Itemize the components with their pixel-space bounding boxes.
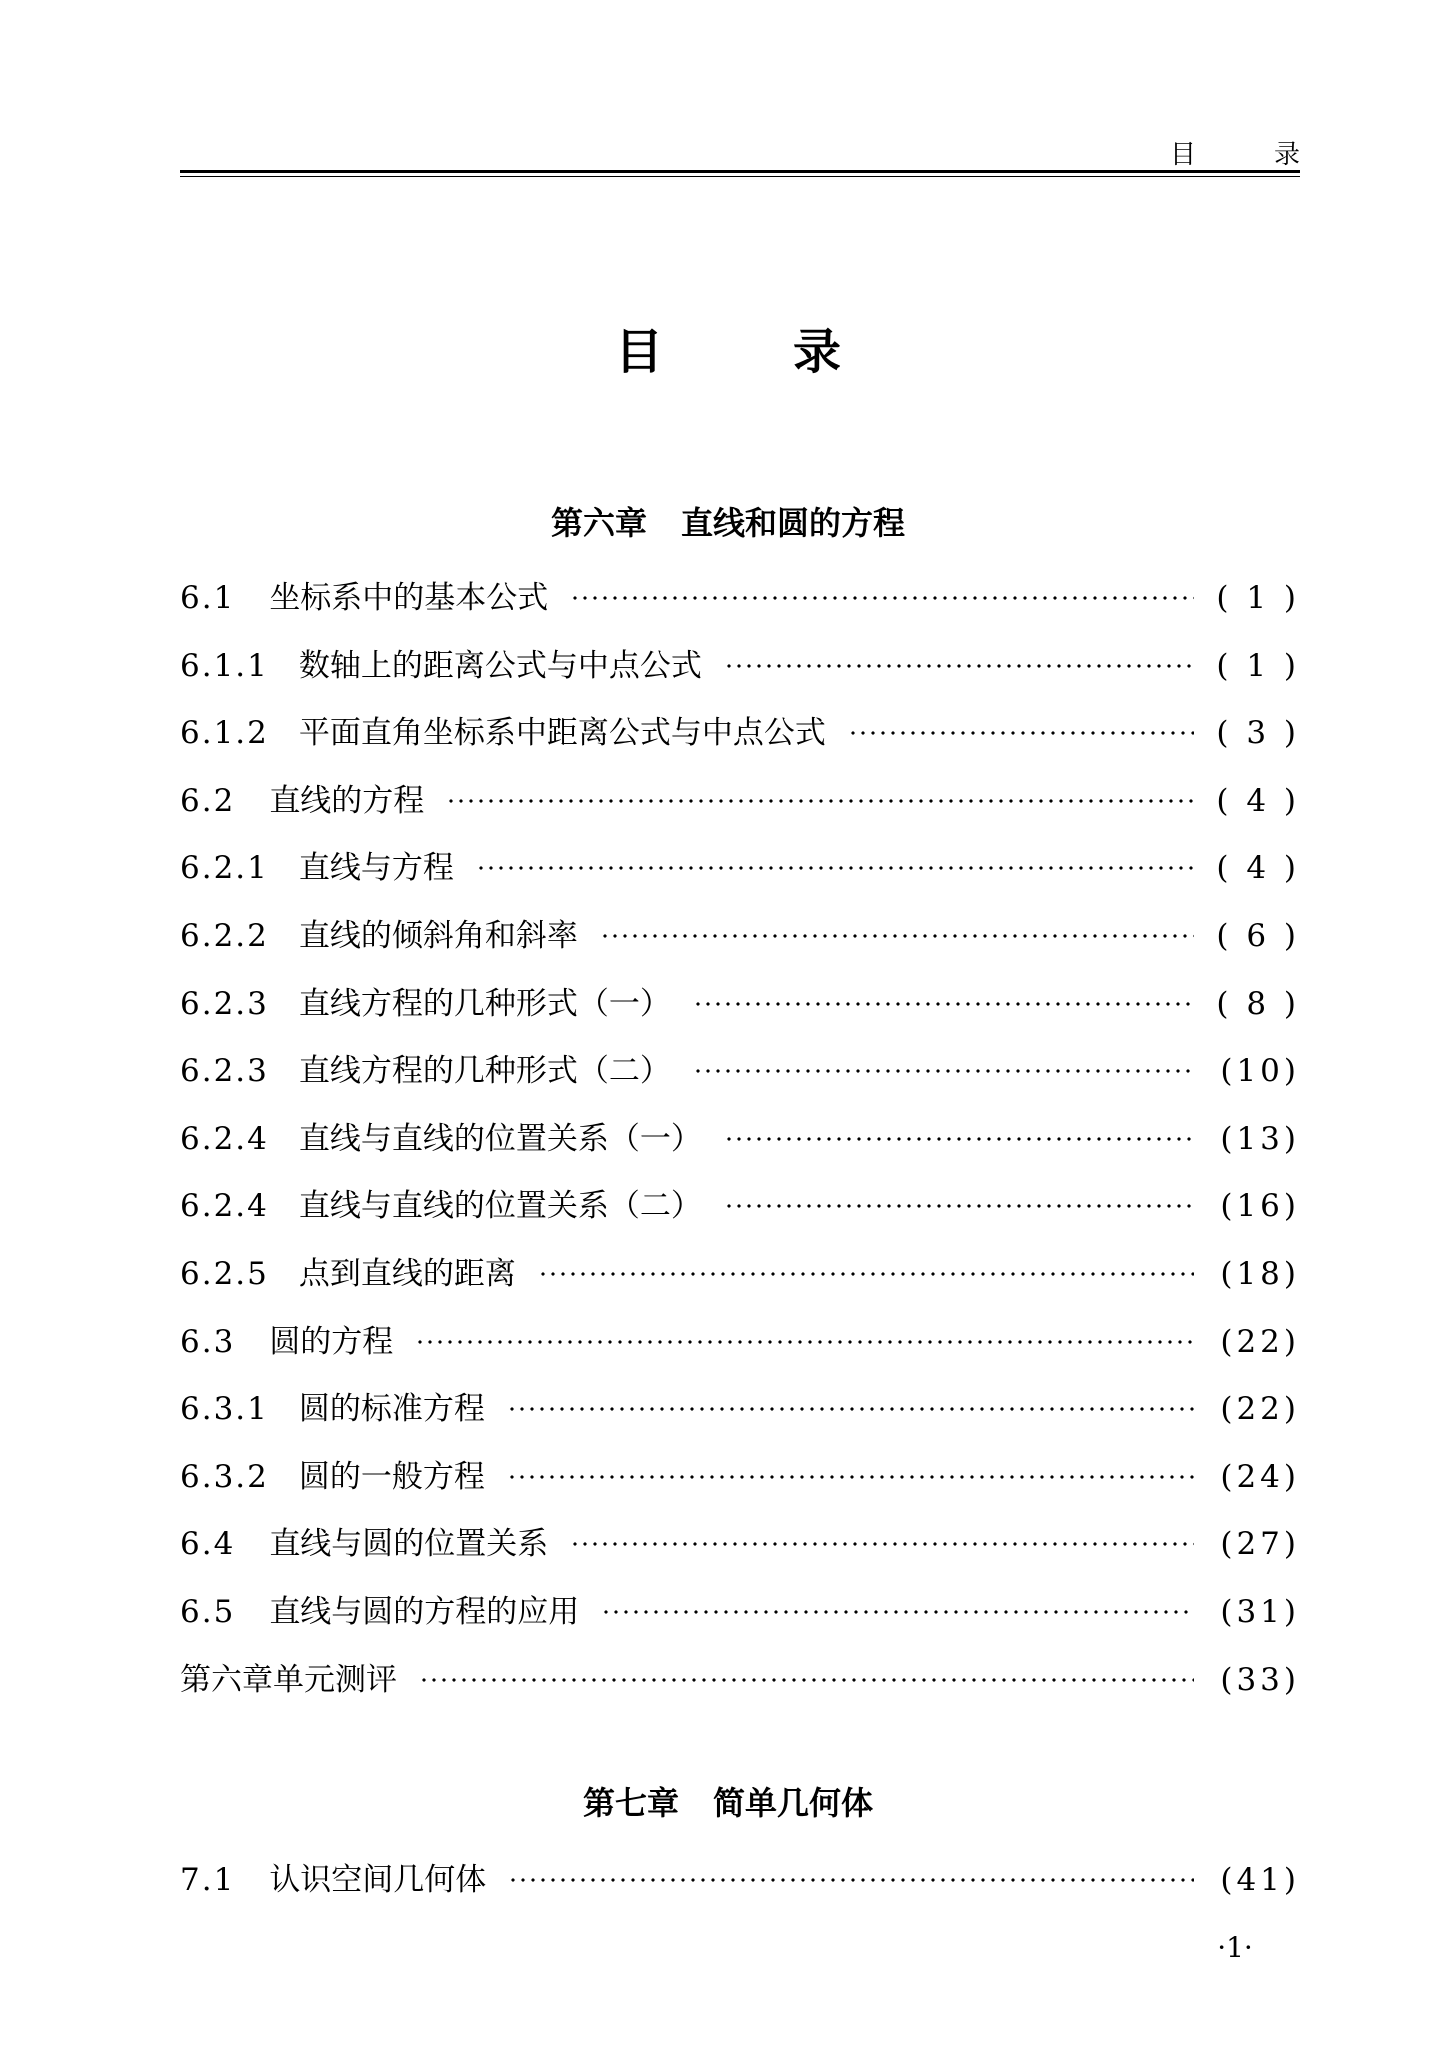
toc-entry-number: 6.1	[180, 580, 236, 616]
toc-entry-number: 6.2.2	[180, 918, 269, 954]
dot-leader	[724, 663, 1194, 669]
toc-entry-number: 6.3.1	[180, 1391, 269, 1428]
header-rule-thin	[180, 176, 1300, 177]
toc-entry-page: ( 1 )	[1216, 580, 1300, 616]
page-title	[0, 322, 1456, 382]
page-title-char-1: 目	[614, 324, 663, 380]
toc-entry-number: 6.2.5	[180, 1256, 269, 1292]
toc-entry-title: 第六章单元测评	[180, 1661, 397, 1698]
toc-entry[interactable]	[180, 1522, 1300, 1566]
toc-entry[interactable]	[180, 982, 1300, 1026]
running-head	[1170, 140, 1300, 170]
running-head-right: 录	[1273, 140, 1300, 170]
toc-entry[interactable]	[180, 644, 1300, 688]
dot-leader	[570, 595, 1194, 601]
dot-leader	[724, 1203, 1194, 1209]
toc-entry-number: 6.5	[180, 1594, 236, 1630]
toc-entry[interactable]	[180, 914, 1300, 958]
toc-entry[interactable]	[180, 1387, 1300, 1431]
header-rule-thick	[180, 170, 1300, 173]
dot-leader	[724, 1136, 1194, 1142]
toc-entry-page: ( 3 )	[1216, 715, 1300, 752]
page-number: ·1·	[1217, 1931, 1253, 1964]
toc-entry[interactable]	[180, 1184, 1300, 1228]
toc-entry-title: 圆的方程	[269, 1323, 394, 1360]
dot-leader	[601, 1609, 1194, 1615]
toc-entry-number: 6.1.1	[180, 647, 269, 684]
dot-leader	[507, 1474, 1194, 1480]
toc-entry-page: (22)	[1220, 1323, 1300, 1360]
dot-leader	[507, 1406, 1194, 1412]
dot-leader	[570, 1541, 1194, 1547]
toc-entry[interactable]	[180, 576, 1300, 620]
toc-entry-title: 直线与圆的方程的应用	[269, 1594, 580, 1630]
toc-entry-number: 6.3	[180, 1323, 236, 1360]
dot-leader	[508, 1877, 1194, 1883]
chapter-name: 直线和圆的方程	[681, 504, 906, 542]
toc-entry-title: 数轴上的距离公式与中点公式	[298, 647, 702, 684]
toc-entry-page: (10)	[1220, 1053, 1300, 1090]
dot-leader	[693, 1001, 1194, 1007]
toc-entry-title: 直线的倾斜角和斜率	[298, 918, 578, 954]
toc-entry[interactable]	[180, 1252, 1300, 1296]
toc-entry[interactable]	[180, 1049, 1300, 1093]
toc-entry-page: (24)	[1220, 1458, 1300, 1495]
toc-entry-number: 6.3.2	[180, 1458, 269, 1495]
toc-entry-page: (22)	[1220, 1391, 1300, 1428]
toc-entry-number: 6.2.3	[180, 1053, 269, 1090]
toc-entry-title: 直线方程的几种形式（二）	[298, 1053, 671, 1090]
chapter-number: 第六章	[550, 504, 647, 542]
dot-leader	[476, 865, 1194, 871]
chapter-number: 第七章	[582, 1784, 679, 1822]
toc-entry-title: 平面直角坐标系中距离公式与中点公式	[298, 715, 826, 752]
page-title-char-2: 录	[793, 324, 842, 380]
toc-entry-page: ( 1 )	[1216, 647, 1300, 684]
toc-entry-title: 直线与方程	[298, 850, 454, 887]
dot-leader	[415, 1339, 1194, 1345]
toc-entry[interactable]	[180, 711, 1300, 755]
dot-leader	[848, 730, 1194, 736]
toc-entry-title: 直线与圆的位置关系	[269, 1526, 549, 1563]
toc-entry[interactable]	[180, 1455, 1300, 1499]
toc-entry[interactable]	[180, 1858, 1300, 1902]
dot-leader	[693, 1068, 1194, 1074]
toc-entry[interactable]	[180, 779, 1300, 823]
toc-entry-title: 认识空间几何体	[269, 1862, 487, 1898]
toc-entry-title: 直线与直线的位置关系（一）	[298, 1120, 702, 1157]
toc-entry[interactable]	[180, 1590, 1300, 1634]
toc-entry-page: (27)	[1220, 1526, 1300, 1563]
toc-entry-title: 坐标系中的基本公式	[269, 580, 549, 616]
toc-entry[interactable]	[180, 1658, 1300, 1702]
toc-entry[interactable]	[180, 846, 1300, 890]
toc-entry-number: 6.2.1	[180, 850, 269, 887]
toc-entry-page: (31)	[1220, 1594, 1300, 1630]
toc-entry-title: 直线方程的几种形式（一）	[298, 985, 671, 1022]
toc-entry-number: 6.2.4	[180, 1188, 269, 1225]
toc-entry-number: 6.2.3	[180, 985, 269, 1022]
toc-entry-number: 6.2	[180, 782, 236, 819]
chapter-heading-7	[0, 1783, 1456, 1823]
toc-entry-page: (18)	[1220, 1256, 1300, 1292]
chapter-heading-6	[0, 503, 1456, 543]
toc-entry-page: (16)	[1220, 1188, 1300, 1225]
toc-entry-number: 6.4	[180, 1526, 236, 1563]
chapter-name: 简单几何体	[713, 1784, 874, 1822]
toc-entry-title: 点到直线的距离	[298, 1256, 516, 1292]
dot-leader	[419, 1677, 1194, 1683]
toc-entry-page: (13)	[1220, 1120, 1300, 1157]
toc-entry-number: 6.2.4	[180, 1120, 269, 1157]
toc-entry-page: ( 8 )	[1216, 985, 1300, 1022]
toc-entry-number: 7.1	[180, 1862, 236, 1898]
running-head-left: 目	[1170, 140, 1197, 170]
toc-entry-page: (33)	[1220, 1661, 1300, 1698]
toc-entry-number: 6.1.2	[180, 715, 269, 752]
toc-entry-page: ( 4 )	[1216, 850, 1300, 887]
toc-entry-title: 直线与直线的位置关系（二）	[298, 1188, 702, 1225]
dot-leader	[538, 1271, 1194, 1277]
dot-leader	[600, 933, 1194, 939]
toc-entry-page: (41)	[1220, 1862, 1300, 1898]
toc-entry-title: 直线的方程	[269, 782, 425, 819]
toc-entry-title: 圆的一般方程	[298, 1458, 485, 1495]
toc-entry[interactable]	[180, 1320, 1300, 1364]
toc-entry-page: ( 4 )	[1216, 782, 1300, 819]
toc-entry-page: ( 6 )	[1216, 918, 1300, 954]
toc-entry[interactable]	[180, 1117, 1300, 1161]
toc-entry-title: 圆的标准方程	[298, 1391, 485, 1428]
dot-leader	[446, 798, 1194, 804]
